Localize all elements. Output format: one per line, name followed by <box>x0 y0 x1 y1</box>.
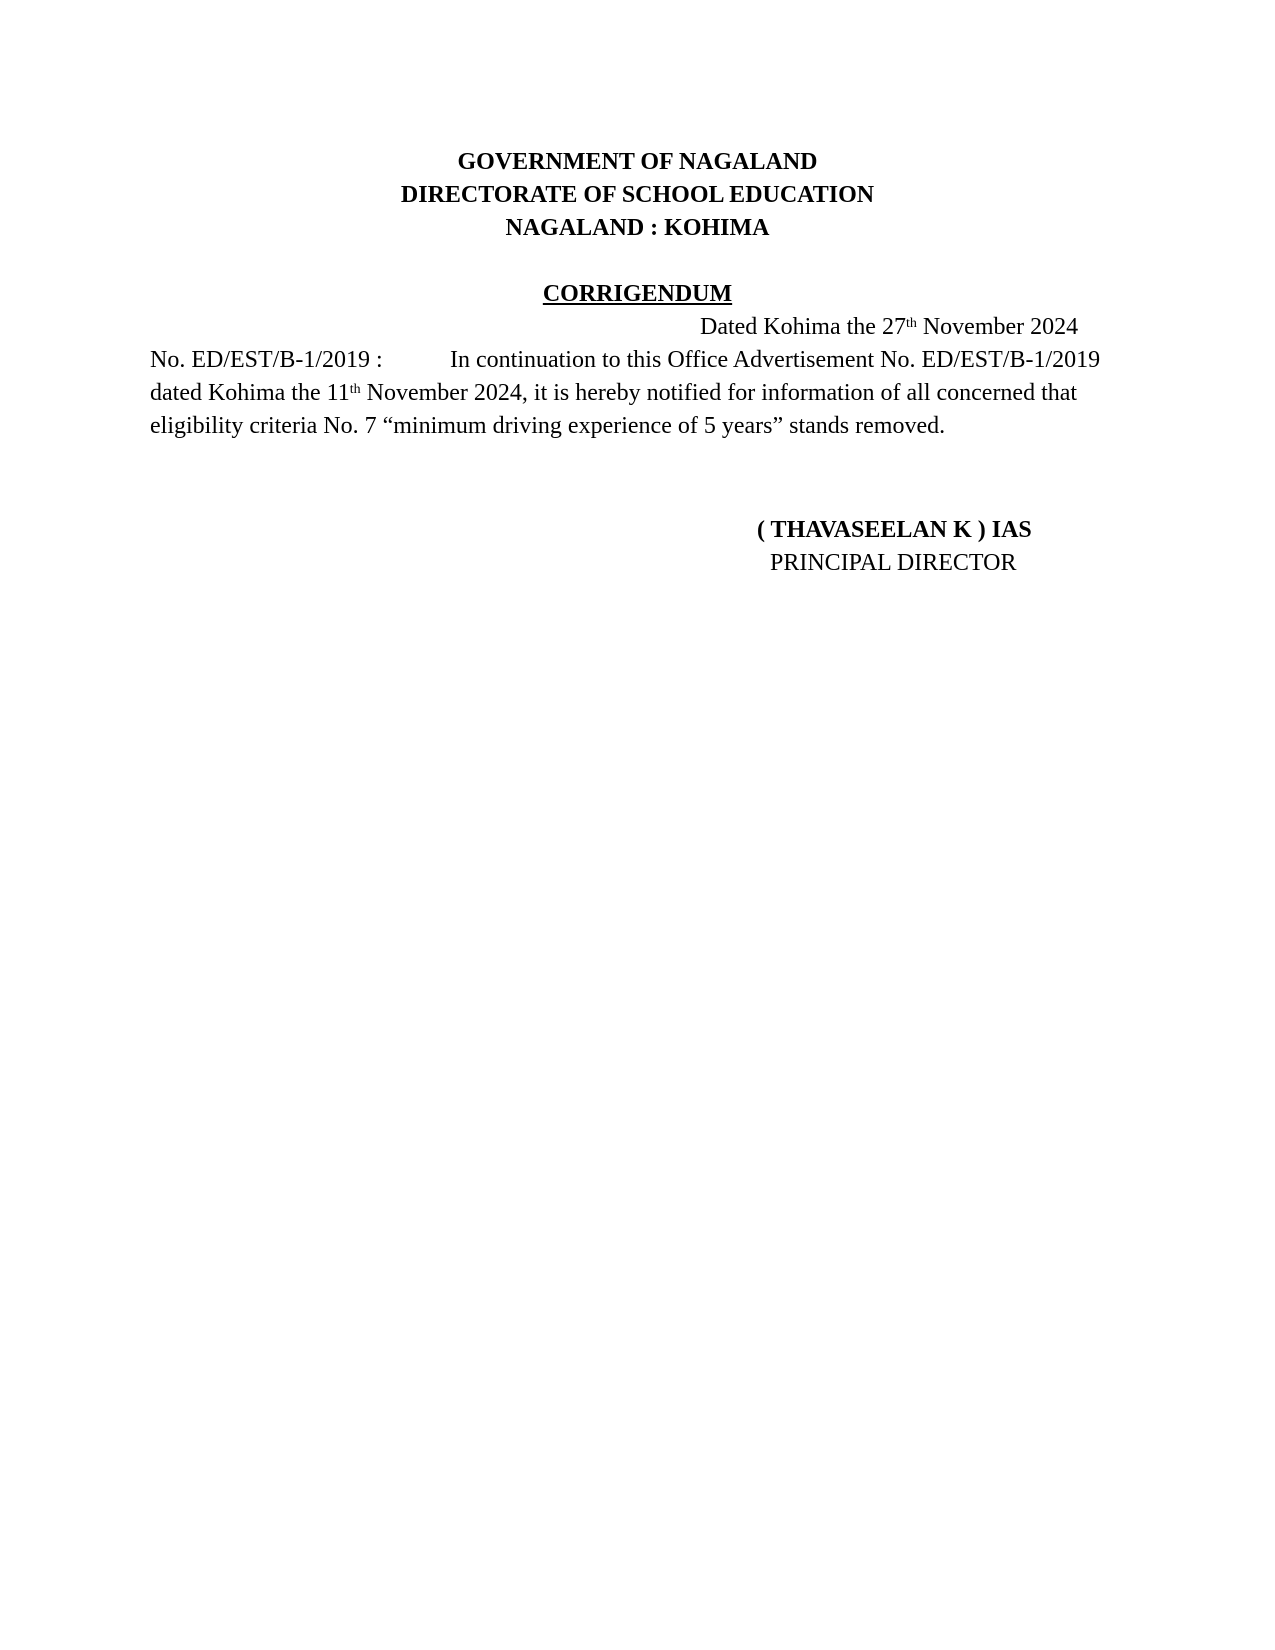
header-directorate: DIRECTORATE OF SCHOOL EDUCATION <box>400 182 875 208</box>
date-ordinal-suffix: th <box>905 316 917 331</box>
date-line <box>700 311 1078 344</box>
body-line-2-rest: November 2024, it is hereby notified for information of all concerned that <box>360 380 1078 406</box>
corrigendum-body <box>150 344 1125 443</box>
reference-number: No. ED/EST/B-1/2019 : <box>150 347 383 373</box>
header-government: GOVERNMENT OF NAGALAND <box>457 149 818 175</box>
body-line-2 <box>150 377 1125 410</box>
document-title <box>0 278 1275 311</box>
date-rest: November 2024 <box>916 314 1079 340</box>
letterhead <box>0 146 1275 245</box>
date-prefix: Dated Kohima the 27 <box>700 314 906 340</box>
signatory-name: ( THAVASEELAN K ) IAS <box>757 517 1032 543</box>
body-line-2-ordinal-suffix: th <box>349 382 361 397</box>
signatory-designation: PRINCIPAL DIRECTOR <box>770 550 1017 576</box>
signature-block <box>757 514 1032 580</box>
body-line-2-prefix: dated Kohima the 11 <box>150 380 350 406</box>
header-location: NAGALAND : KOHIMA <box>505 215 770 241</box>
corrigendum-heading: CORRIGENDUM <box>542 281 733 307</box>
body-line-1 <box>150 344 1125 377</box>
body-line-1-text: In continuation to this Office Advertisement No. ED/EST/B-1/2019 <box>450 347 1101 373</box>
body-line-3: eligibility criteria No. 7 “minimum driving experience of 5 years” stands removed. <box>150 413 946 439</box>
